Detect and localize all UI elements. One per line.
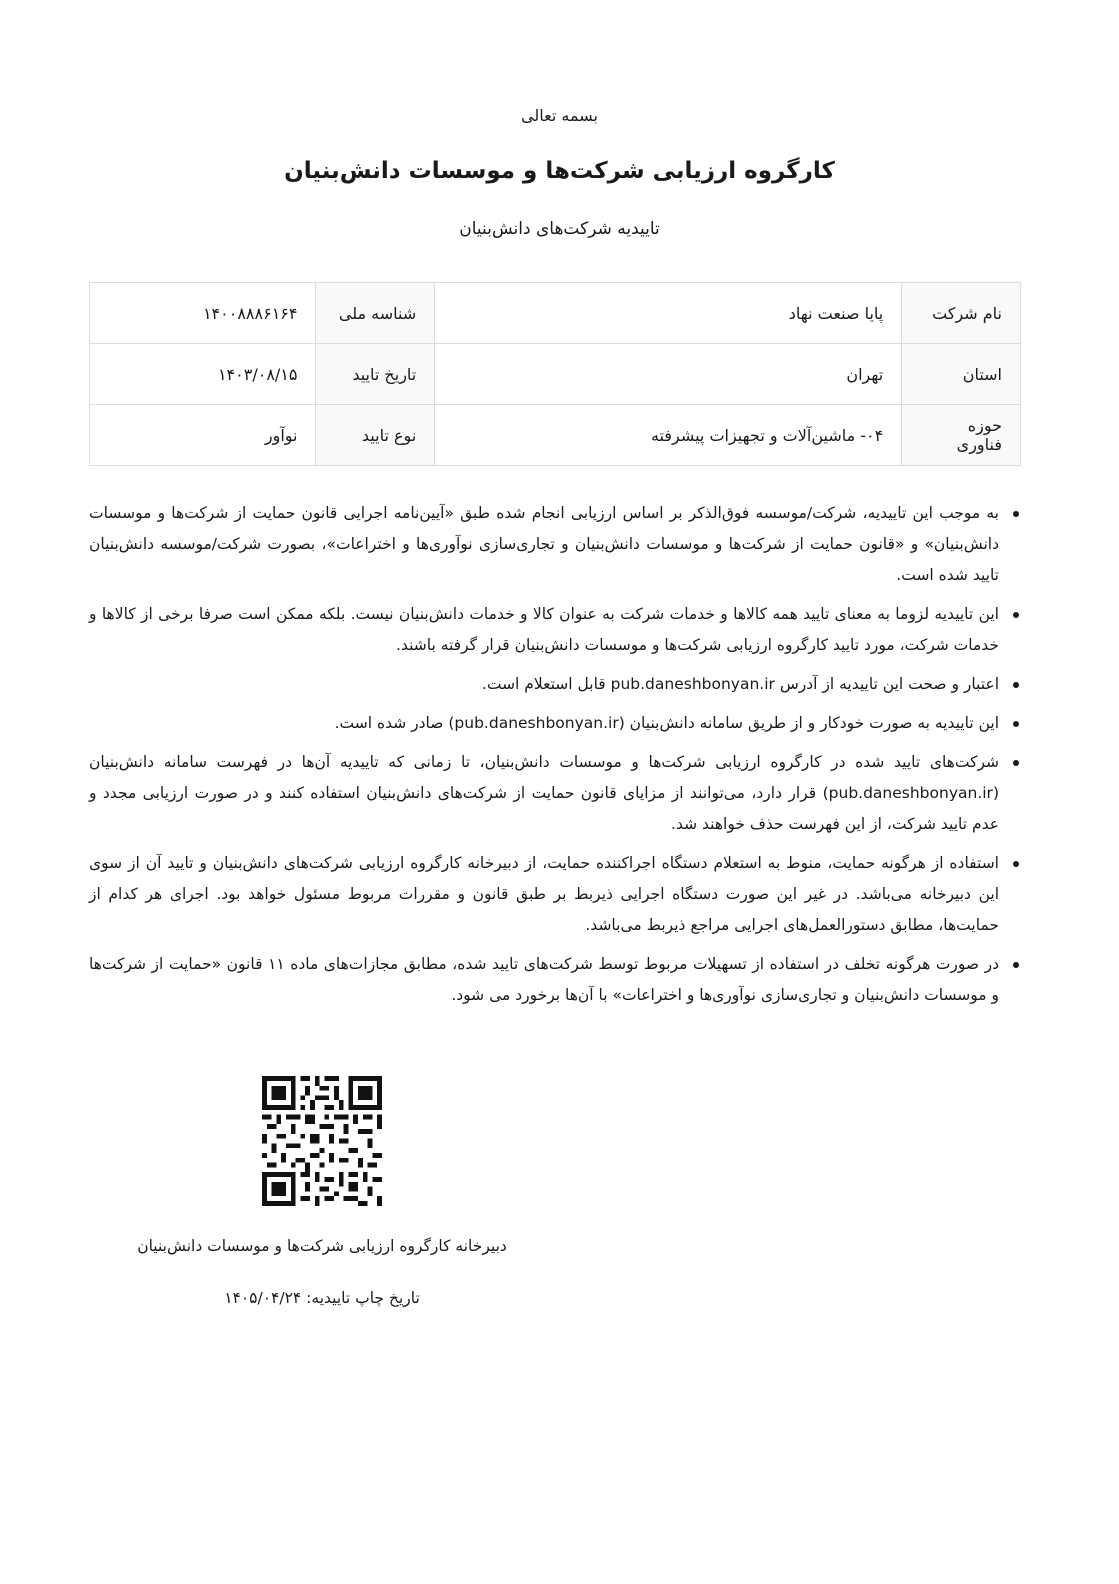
- province-value: تهران: [435, 344, 902, 405]
- list-item: استفاده از هرگونه حمایت، منوط به استعلام دستگاه اجراکننده حمایت، از دبیرخانه کارگروه ارزیابی شرکت‌های دانش‌بنیان و تایید آن از سوی این دبیرخانه می‌باشد. در غیر این صورت دستگاه اجرایی ذیربط بر طبق قانون و مقررات مربوط مسئول خواهد بود. اجرای هر کدام از حمایت‌ها، مطابق دستورالعمل‌های اجرایی مراجع ذیربط می‌باشد.: [89, 848, 1021, 941]
- print-date: تاریخ چاپ تاییدیه: ۱۴۰۵/۰۴/۲۴: [224, 1289, 420, 1307]
- national-id-label: شناسه ملی: [316, 283, 435, 344]
- issuing-office: دبیرخانه کارگروه ارزیابی شرکت‌ها و موسسات دانش‌بنیان: [137, 1237, 507, 1255]
- approval-date-value: ۱۴۰۳/۰۸/۱۵: [90, 344, 316, 405]
- company-name-label: نام شرکت: [902, 283, 1021, 344]
- approval-date-label: تاریخ تایید: [316, 344, 435, 405]
- national-id-value: ۱۴۰۰۸۸۸۶۱۶۴: [90, 283, 316, 344]
- approval-type-label: نوع تایید: [316, 405, 435, 466]
- list-item: در صورت هرگونه تخلف در استفاده از تسهیلات مربوط توسط شرکت‌های تایید شده، مطابق مجازات‌های ماده ۱۱ قانون «حمایت از شرکت‌ها و موسسات دانش‌بنیان و تجاری‌سازی نوآوری‌ها و اختراعات» با آن‌ها برخورد می شود.: [89, 949, 1021, 1011]
- technology-field-value: ۰۴- ماشین‌آلات و تجهیزات پیشرفته: [435, 405, 902, 466]
- list-item: شرکت‌های تایید شده در کارگروه ارزیابی شرکت‌ها و موسسات دانش‌بنیان، تا زمانی که تاییدیه آن‌ها در فهرست سامانه دانش‌بنیان (pub.daneshbonyan.ir) قرار دارد، می‌توانند از مزایای قانون حمایت از شرکت‌های دانش‌بنیان استفاده کنند و در صورت ارزیابی مجدد و عدم تایید شرکت، از این فهرست حذف خواهند شد.: [89, 747, 1021, 840]
- technology-field-label: حوزه فناوری: [902, 405, 1021, 466]
- company-name-value: پایا صنعت نهاد: [435, 283, 902, 344]
- table-row: [90, 405, 1021, 466]
- qr-code-icon: [262, 1076, 382, 1206]
- page-title: کارگروه ارزیابی شرکت‌ها و موسسات دانش‌بنیان: [284, 158, 835, 184]
- list-item: این تاییدیه به صورت خودکار و از طریق سامانه دانش‌بنیان (pub.daneshbonyan.ir) صادر شده است.: [89, 708, 1021, 739]
- province-label: استان: [902, 344, 1021, 405]
- list-item: به موجب این تاییدیه، شرکت/موسسه فوق‌الذکر بر اساس ارزیابی انجام شده طبق «آیین‌نامه اجرایی قانون حمایت از شرکت‌ها و موسسات دانش‌بنیان» و «قانون حمایت از شرکت‌ها و موسسات دانش‌بنیان و تجاری‌سازی نوآوری‌ها و اختراعات»، بصورت شرکت/موسسه دانش‌بنیان تایید شده است.: [89, 498, 1021, 591]
- approval-type-value: نوآور: [90, 405, 316, 466]
- bismillah-heading: بسمه تعالی: [521, 106, 598, 125]
- page-subtitle: تاییدیه شرکت‌های دانش‌بنیان: [459, 219, 660, 239]
- notes-list: [89, 498, 1021, 1019]
- list-item: این تاییدیه لزوما به معنای تایید همه کالاها و خدمات شرکت به عنوان کالا و خدمات دانش‌بنیان نیست. بلکه ممکن است صرفا برخی از کالاها و خدمات شرکت، مورد تایید کارگروه ارزیابی شرکت‌ها و موسسات دانش‌بنیان قرار گرفته باشند.: [89, 599, 1021, 661]
- table-row: [90, 283, 1021, 344]
- list-item: اعتبار و صحت این تاییدیه از آدرس pub.daneshbonyan.ir قابل استعلام است.: [89, 669, 1021, 700]
- company-info-table: [89, 282, 1021, 466]
- table-row: [90, 344, 1021, 405]
